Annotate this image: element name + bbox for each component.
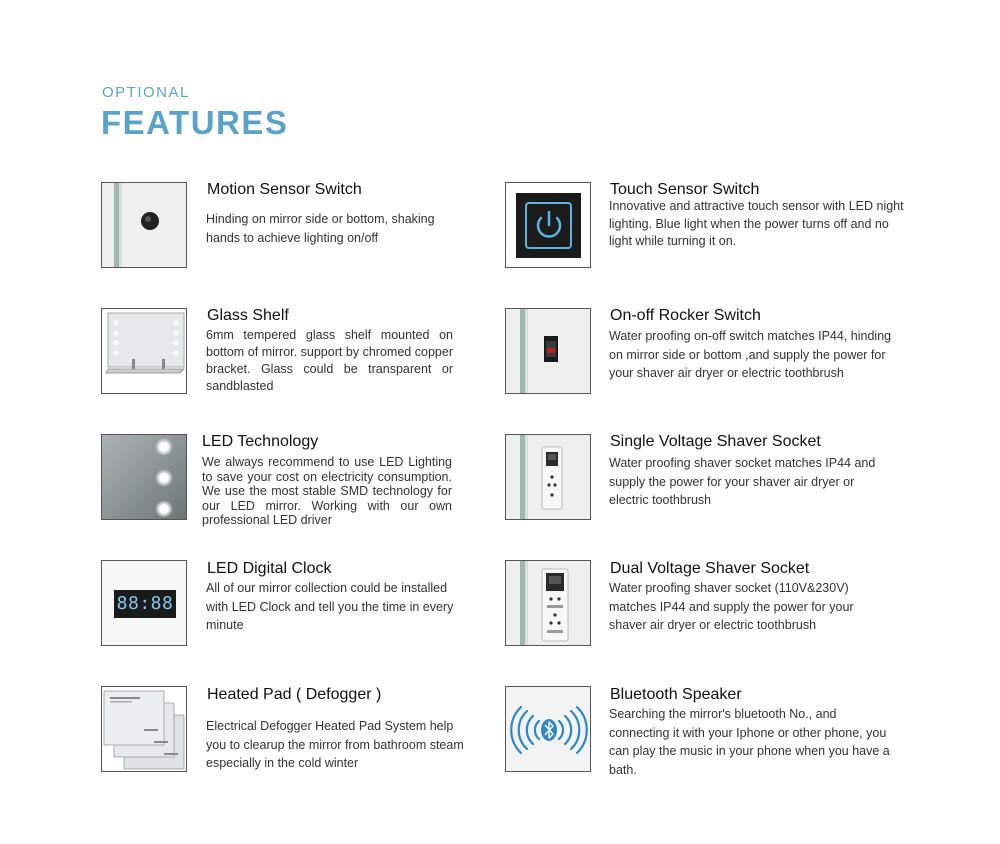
motion-sensor-title: Motion Sensor Switch bbox=[207, 181, 362, 198]
glass-shelf-title: Glass Shelf bbox=[207, 307, 289, 324]
header-optional: OPTIONAL bbox=[102, 84, 190, 101]
rocker-switch-title: On-off Rocker Switch bbox=[610, 307, 761, 324]
touch-sensor-title: Touch Sensor Switch bbox=[610, 181, 760, 198]
dual-socket-title: Dual Voltage Shaver Socket bbox=[610, 560, 810, 577]
clock-display: 88:88 bbox=[114, 590, 176, 618]
dual-socket-image bbox=[505, 560, 591, 646]
rocker-switch-image bbox=[505, 308, 591, 394]
header-features: FEATURES bbox=[101, 104, 289, 141]
single-socket-desc: Water proofing shaver socket matches IP44 and supply the power for your shaver air dryer or electric toothbrush bbox=[609, 456, 876, 507]
heated-pad-image bbox=[101, 686, 187, 772]
bluetooth-speaker-desc: Searching the mirror's bluetooth No., and connecting it with your Iphone or other phone, you can play the music in your phone when you have a bath. bbox=[609, 707, 890, 777]
single-socket-title: Single Voltage Shaver Socket bbox=[610, 433, 821, 450]
rocker-switch-desc: Water proofing on-off switch matches IP44, hinding on mirror side or bottom ,and supply the power for your shaver air dryer or electric toothbrush bbox=[609, 329, 892, 380]
touch-sensor-desc: Innovative and attractive touch sensor with LED night lighting. Blue light when the power turns off and no light while turning it on. bbox=[609, 199, 904, 248]
digital-clock-image bbox=[101, 560, 187, 646]
touch-sensor-image bbox=[505, 182, 591, 268]
digital-clock-title: LED Digital Clock bbox=[207, 560, 332, 577]
bluetooth-speaker-image bbox=[505, 686, 591, 772]
heated-pad-desc: Electrical Defogger Heated Pad System help you to clearup the mirror from bathroom steam especially in the cold winter bbox=[206, 719, 464, 770]
glass-shelf-image bbox=[101, 308, 187, 394]
motion-sensor-image bbox=[101, 182, 187, 268]
heated-pad-title: Heated Pad ( Defogger ) bbox=[207, 686, 382, 703]
glass-shelf-desc: 6mm tempered glass shelf mounted on bottom of mirror. support by chromed copper bracket. Glass could be transparent or sandblasted bbox=[206, 328, 453, 393]
single-socket-image bbox=[505, 434, 591, 520]
bluetooth-speaker-title: Bluetooth Speaker bbox=[610, 686, 742, 703]
led-technology-title: LED Technology bbox=[202, 433, 319, 450]
led-technology-desc: We always recommend to use LED Lighting to save your cost on electricity consumption. We use the most stable SMD technology for our LED mirror. Working with our own professional LED driver bbox=[202, 455, 452, 528]
dual-socket-desc: Water proofing shaver socket (110V&230V) matches IP44 and supply the power for your shaver air dryer or electric toothbrush bbox=[609, 581, 854, 632]
led-technology-image bbox=[101, 434, 187, 520]
motion-sensor-desc: Hinding on mirror side or bottom, shaking hands to achieve lighting on/off bbox=[206, 212, 435, 245]
digital-clock-desc: All of our mirror collection could be installed with LED Clock and tell you the time in every minute bbox=[206, 581, 454, 632]
